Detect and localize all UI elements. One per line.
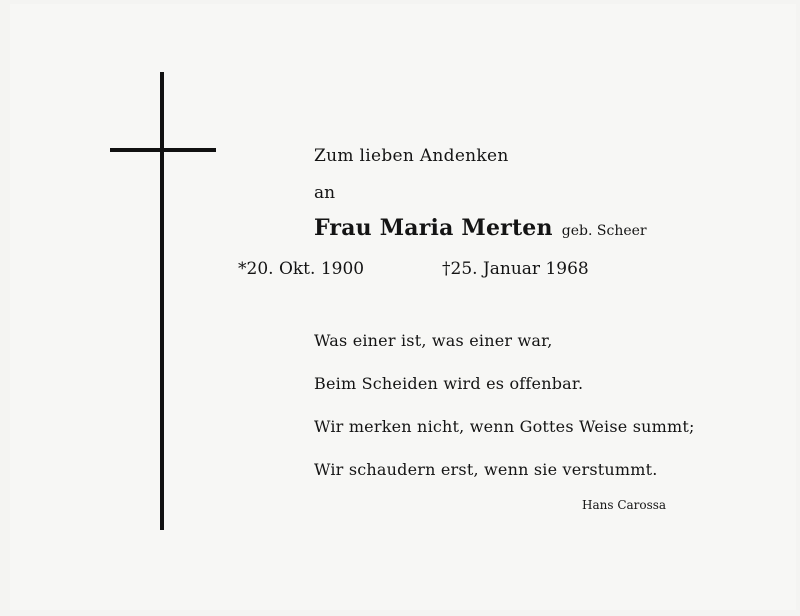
cross-vertical-bar: [160, 72, 164, 530]
name-row: [314, 217, 647, 239]
an-text: an: [314, 183, 336, 203]
verse-line: Was einer ist, was einer war,: [314, 331, 553, 350]
verse-line: Wir schaudern erst, wenn sie verstummt.: [314, 460, 658, 479]
birth-date: *20. Okt. 1900: [238, 259, 365, 279]
death-date: †25. Januar 1968: [442, 259, 589, 279]
memorial-card: [10, 4, 796, 610]
intro-text: Zum lieben Andenken: [314, 146, 509, 166]
cross-horizontal-bar: [110, 148, 216, 152]
verse-line: Wir merken nicht, wenn Gottes Weise summt;: [314, 417, 695, 436]
verse-author: Hans Carossa: [582, 498, 667, 512]
maiden-name: geb. Scheer: [561, 223, 647, 239]
deceased-name: Frau Maria Merten: [314, 215, 553, 241]
verse-line: Beim Scheiden wird es offenbar.: [314, 374, 584, 393]
